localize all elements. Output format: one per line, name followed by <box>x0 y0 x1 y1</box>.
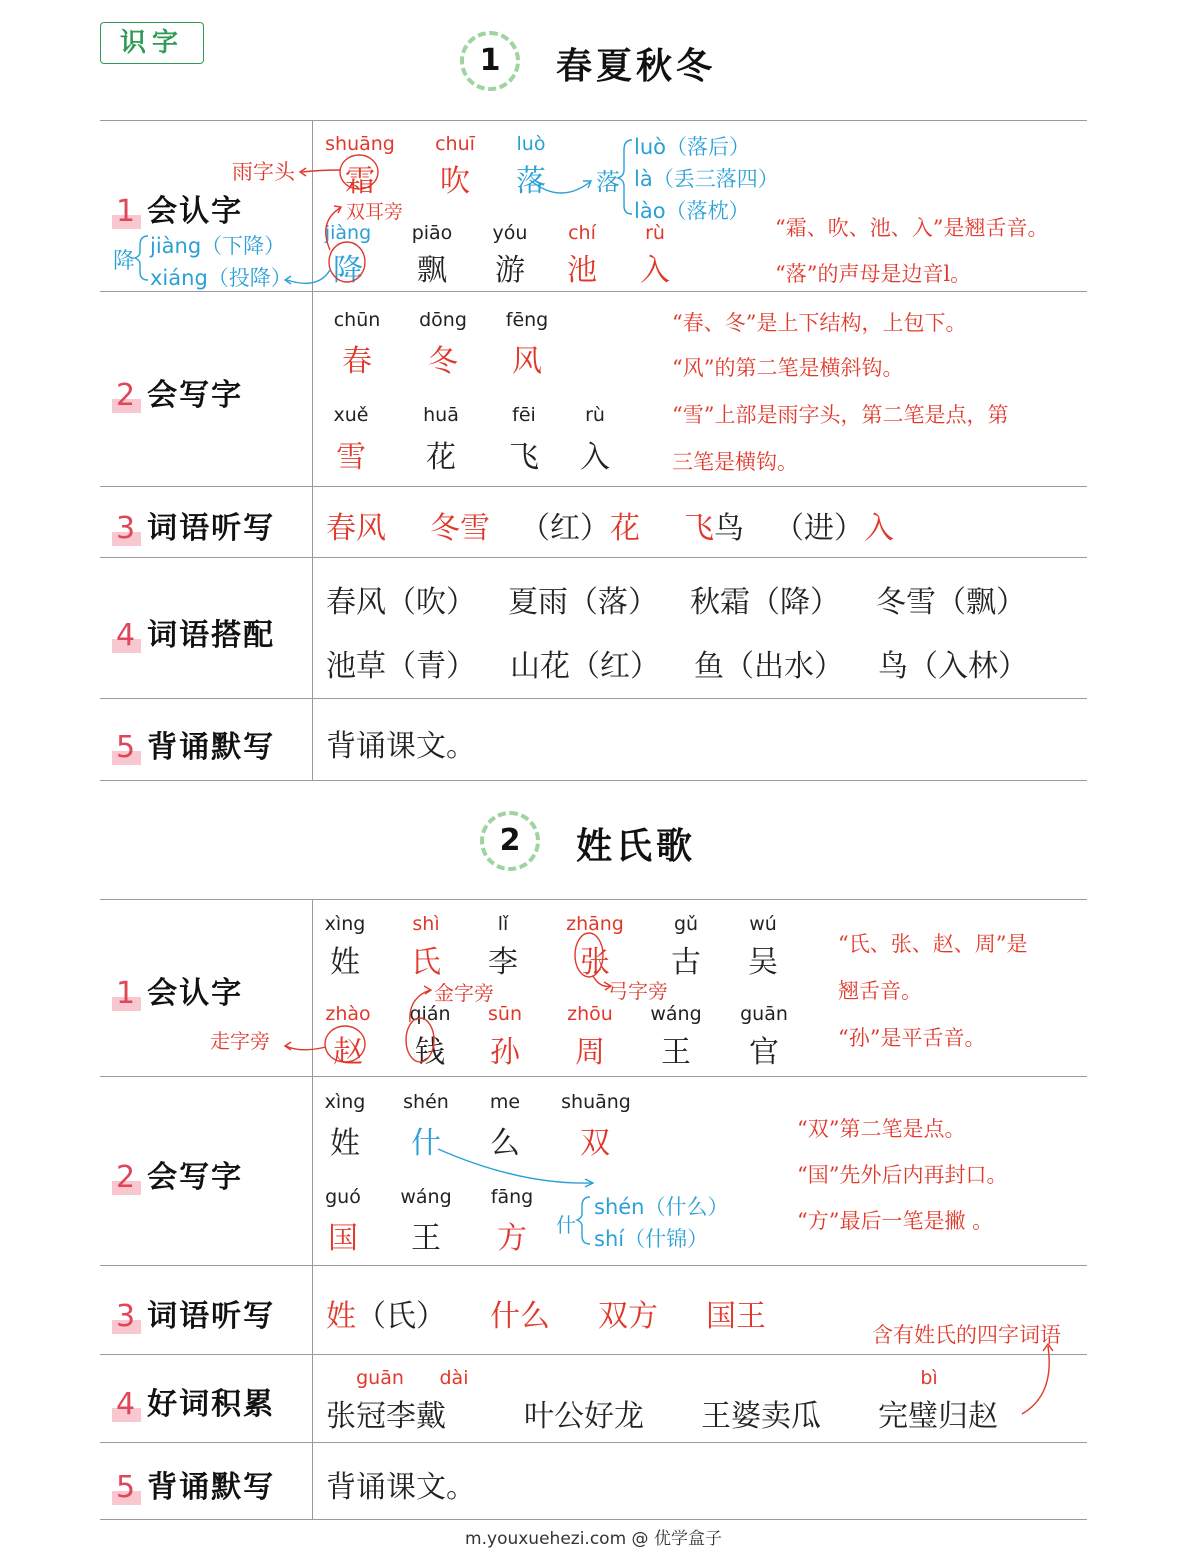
pinyin: zhāng <box>566 913 624 935</box>
arrow-line <box>438 1149 592 1183</box>
pinyin: gǔ <box>673 913 699 935</box>
pinyin: luò <box>516 133 546 155</box>
collocation: 池草（青） <box>326 649 476 684</box>
character: 飞 <box>509 440 539 475</box>
arrow-head <box>285 1042 291 1050</box>
pronunciation-note: “孙”是平舌音。 <box>838 1026 986 1050</box>
polyphone-char: 落 <box>596 168 620 196</box>
character: 周 <box>575 1035 605 1070</box>
character: 吹 <box>440 164 470 199</box>
pinyin: fāng <box>490 1186 534 1208</box>
polyphone-reading: shén（什么） <box>594 1195 729 1219</box>
collocation: 冬雪（飘） <box>876 585 1026 620</box>
writing-note: “春、冬”是上下结构，上包下。 <box>672 311 967 335</box>
character: 降 <box>333 253 363 288</box>
pinyin: jiàng <box>324 222 372 244</box>
pinyin: fēi <box>512 404 536 426</box>
character: 霜 <box>345 164 375 199</box>
writing-note: “风”的第二笔是横斜钩。 <box>672 356 904 380</box>
radical-annotation: 双耳旁 <box>346 201 404 223</box>
character: 官 <box>749 1035 779 1070</box>
pinyin: dài <box>439 1367 469 1389</box>
collocation: 秋霜（降） <box>690 585 840 620</box>
pinyin: xìng <box>324 1091 366 1113</box>
row-label-dictation: 3 词语听写 <box>112 1291 275 1335</box>
character: 姓 <box>330 945 360 980</box>
circle-mark <box>325 1026 365 1062</box>
character: 么 <box>490 1126 520 1161</box>
dictation-words: 姓（氏） 什么 双方 国王 <box>326 1299 766 1334</box>
radical-annotation: 金字旁 <box>434 981 494 1005</box>
arrow-line <box>302 170 341 172</box>
footer-url: m.youxuehezi.com @ 优学盒子 <box>465 1529 722 1549</box>
pinyin: shén <box>403 1091 449 1113</box>
brace <box>135 236 148 280</box>
row-label-dictation: 3 词语听写 <box>112 503 275 547</box>
pinyin: xìng <box>324 913 366 935</box>
character: 孙 <box>490 1035 520 1070</box>
character: 风 <box>512 344 542 379</box>
character: 赵 <box>333 1035 363 1070</box>
character: 张 <box>580 945 610 980</box>
pinyin: wú <box>749 913 777 935</box>
radical-annotation: 弓字旁 <box>608 979 668 1003</box>
lesson-number-badge: 1 <box>460 31 520 91</box>
character: 飘 <box>417 253 447 288</box>
pinyin: wáng <box>400 1186 452 1208</box>
pinyin: rù <box>645 222 665 244</box>
idiom: 叶公好龙 <box>524 1399 644 1434</box>
lesson-title: 姓氏歌 <box>576 826 697 867</box>
character: 池 <box>567 253 597 288</box>
pronunciation-note: “落”的声母是边音l。 <box>775 262 972 286</box>
collocation: 山花（红） <box>510 649 660 684</box>
pinyin: fēng <box>505 309 549 331</box>
pinyin: zhào <box>325 1003 371 1025</box>
collocation: 鱼（出水） <box>694 649 844 684</box>
arrow-line <box>286 1046 326 1050</box>
character: 入 <box>640 253 670 288</box>
pinyin: chūn <box>333 309 381 331</box>
arrow-line <box>1022 1346 1049 1414</box>
idiom: 完璧归赵 <box>878 1399 998 1434</box>
pinyin: rù <box>585 404 605 426</box>
character: 王 <box>411 1221 441 1256</box>
writing-note: “双”第二笔是点。 <box>797 1117 966 1141</box>
pinyin: lǐ <box>497 913 509 935</box>
polyphone-reading: luò（落后） <box>634 135 750 159</box>
character: 双 <box>580 1126 610 1161</box>
writing-note: “方”最后一笔是撇 。 <box>797 1209 994 1233</box>
section-badge: 识字 <box>100 22 204 64</box>
collocation: 春风（吹） <box>326 585 476 620</box>
polyphone-reading: là（丢三落四） <box>634 167 779 191</box>
pinyin: chuī <box>435 133 475 155</box>
lesson-number-badge: 2 <box>480 811 540 871</box>
pronunciation-note: 翘舌音。 <box>838 979 922 1003</box>
arrow-line <box>326 208 340 250</box>
polyphone-char: 什 <box>556 1213 576 1237</box>
dictation-words: 春风 冬雪 （红）花 飞鸟 （进）入 <box>326 511 894 546</box>
pinyin: bì <box>920 1367 938 1389</box>
pinyin: guān <box>740 1003 788 1025</box>
arrow-line <box>410 990 430 1022</box>
character: 冬 <box>428 344 458 379</box>
character: 落 <box>516 164 546 199</box>
idiom: 张冠李戴 <box>326 1399 446 1434</box>
radical-annotation: 走字旁 <box>210 1029 270 1053</box>
character: 方 <box>497 1221 527 1256</box>
row-label-idioms: 4 好词积累 <box>112 1379 275 1423</box>
character: 雪 <box>336 440 366 475</box>
pinyin: shì <box>412 913 440 935</box>
polyphone-reading: xiáng（投降） <box>150 266 292 290</box>
character: 氏 <box>411 945 441 980</box>
polyphone-reading: lào（落枕） <box>634 199 750 223</box>
brace <box>618 140 632 214</box>
pinyin: dōng <box>419 309 467 331</box>
lesson-title: 春夏秋冬 <box>556 46 717 87</box>
pinyin: chí <box>568 222 596 244</box>
character: 钱 <box>415 1035 445 1070</box>
circle-mark <box>340 155 378 189</box>
pinyin: shuāng <box>561 1091 631 1113</box>
character: 什 <box>411 1126 441 1161</box>
character: 国 <box>328 1221 358 1256</box>
arrow-line <box>287 270 330 283</box>
character: 春 <box>342 344 372 379</box>
pinyin: shuāng <box>325 133 395 155</box>
character: 花 <box>426 440 456 475</box>
character: 入 <box>580 440 610 475</box>
brace <box>577 1197 590 1244</box>
polyphone-char: 降 <box>113 249 136 274</box>
character: 李 <box>488 945 518 980</box>
pronunciation-note: “氏、张、赵、周”是 <box>838 932 1028 956</box>
pinyin: yóu <box>492 222 528 244</box>
circle-mark <box>575 933 603 977</box>
idiom: 王婆卖瓜 <box>701 1399 821 1434</box>
row-label-recite: 5 背诵默写 <box>112 1462 275 1506</box>
collocation: 夏雨（落） <box>508 585 658 620</box>
row-label-recognize: 1 会认字 <box>112 968 243 1012</box>
pinyin: guān <box>356 1367 404 1389</box>
idiom-annotation: 含有姓氏的四字词语 <box>872 1323 1061 1347</box>
polyphone-reading: shí（什锦） <box>594 1227 709 1251</box>
circle-mark <box>406 1018 434 1062</box>
pinyin: qián <box>409 1003 451 1025</box>
arrow-line <box>530 180 590 193</box>
pinyin: guó <box>325 1186 361 1208</box>
recite-text: 背诵课文。 <box>326 1470 476 1505</box>
character: 姓 <box>330 1126 360 1161</box>
row-label-recite: 5 背诵默写 <box>112 722 275 766</box>
writing-note: “雪”上部是雨字头，第二笔是点，第 <box>672 403 1009 427</box>
writing-note: 三笔是横钩。 <box>672 450 798 474</box>
row-label-write: 2 会写字 <box>112 370 243 414</box>
pinyin: xuě <box>333 404 369 426</box>
polyphone-reading: jiàng（下降） <box>150 234 286 258</box>
pronunciation-note: “霜、吹、池、入”是翘舌音。 <box>775 216 1049 240</box>
row-label-recognize: 1 会认字 <box>112 186 243 230</box>
character: 吴 <box>748 945 778 980</box>
writing-note: “国”先外后内再封口。 <box>797 1163 1008 1187</box>
collocation: 鸟（入林） <box>878 649 1028 684</box>
pinyin: zhōu <box>567 1003 613 1025</box>
pinyin: huā <box>423 404 459 426</box>
circle-mark <box>329 242 365 282</box>
recite-text: 背诵课文。 <box>326 729 476 764</box>
character: 古 <box>671 945 701 980</box>
pinyin: sūn <box>488 1003 522 1025</box>
pinyin: piāo <box>411 222 453 244</box>
radical-annotation: 雨字头 <box>232 160 295 184</box>
pinyin: wáng <box>650 1003 702 1025</box>
row-label-write: 2 会写字 <box>112 1152 243 1196</box>
row-label-collocation: 4 词语搭配 <box>112 610 275 654</box>
character: 王 <box>661 1035 691 1070</box>
character: 游 <box>495 253 525 288</box>
pinyin: me <box>489 1091 521 1113</box>
